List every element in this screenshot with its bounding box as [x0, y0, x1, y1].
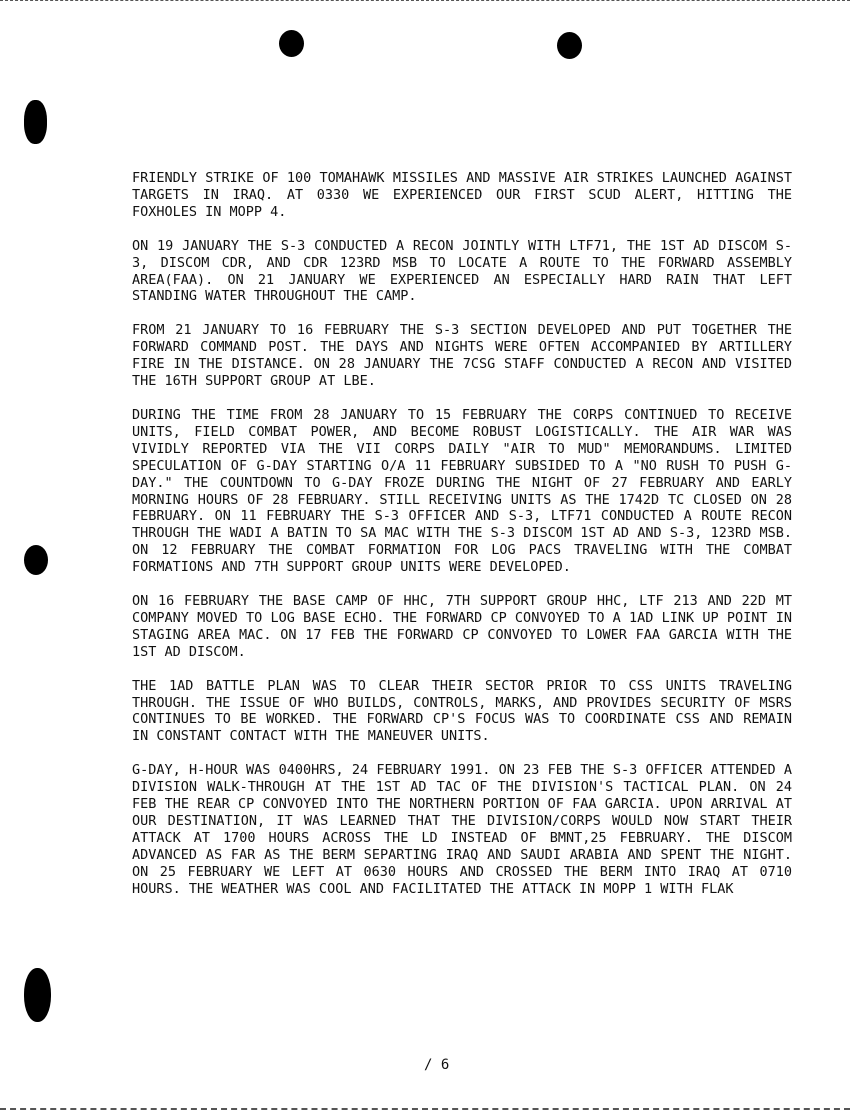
- bottom-page-edge: [0, 1108, 850, 1110]
- page-number: / 6: [424, 1057, 450, 1073]
- punch-hole-top-left: [279, 30, 304, 57]
- punch-hole-left-middle: [24, 545, 48, 575]
- top-page-edge: [0, 0, 850, 7]
- paragraph-7: G-DAY, H-HOUR WAS 0400HRS, 24 FEBRUARY 1991. ON 23 FEB THE S-3 OFFICER ATTENDED A DIVISION WALK-THROUGH AT THE 1ST AD TAC OF THE DIVISION'S TACTICAL PLAN. ON 24 FEB THE REAR CP CONVOYED INTO THE NORTHERN PORTION OF FAA GARCIA. UPON ARRIVAL AT OUR DESTINATION, IT WAS LEARNED THAT THE DIVISION/CORPS WOULD NOW START THEIR ATTACK AT 1700 HOURS ACROSS THE LD INSTEAD OF BMNT,25 FEBRUARY. THE DISCOM ADVANCED AS FAR AS THE BERM SEPARTING IRAQ AND SAUDI ARABIA AND SPENT THE NIGHT. ON 25 FEBRUARY WE LEFT AT 0630 HOURS AND CROSSED THE BERM INTO IRAQ AT 0710 HOURS. THE WEATHER WAS COOL AND FACILITATED THE ATTACK IN MOPP 1 WITH FLAK: [132, 762, 792, 897]
- paragraph-4: DURING THE TIME FROM 28 JANUARY TO 15 FEBRUARY THE CORPS CONTINUED TO RECEIVE UNITS, FIELD COMBAT POWER, AND BECOME ROBUST LOGISTICALLY. THE AIR WAR WAS VIVIDLY REPORTED VIA THE VII CORPS DAILY "AIR TO MUD" MEMORANDUMS. LIMITED SPECULATION OF G-DAY STARTING O/A 11 FEBRUARY SUBSIDED TO A "NO RUSH TO PUSH G-DAY." THE COUNTDOWN TO G-DAY FROZE DURING THE NIGHT OF 27 FEBRUARY AND EARLY MORNING HOURS OF 28 FEBRUARY. STILL RECEIVING UNITS AS THE 1742D TC CLOSED ON 28 FEBRUARY. ON 11 FEBRUARY THE S-3 OFFICER AND S-3, LTF71 CONDUCTED A ROUTE RECON THROUGH THE WADI A BATIN TO SA MAC WITH THE S-3 DISCOM 1ST AD AND S-3, 123RD MSB. ON 12 FEBRUARY THE COMBAT FORMATION FOR LOG PACS TRAVELING WITH THE COMBAT FORMATIONS AND 7TH SUPPORT GROUP UNITS WERE DEVELOPED.: [132, 406, 792, 576]
- paragraph-1: FRIENDLY STRIKE OF 100 TOMAHAWK MISSILES AND MASSIVE AIR STRIKES LAUNCHED AGAINST TARGETS IN IRAQ. AT 0330 WE EXPERIENCED OUR FIRST SCUD ALERT, HITTING THE FOXHOLES IN MOPP 4.: [132, 170, 792, 220]
- paragraph-3: FROM 21 JANUARY TO 16 FEBRUARY THE S-3 SECTION DEVELOPED AND PUT TOGETHER THE FORWARD COMMAND POST. THE DAYS AND NIGHTS WERE OFTEN ACCOMPANIED BY ARTILLERY FIRE IN THE DISTANCE. ON 28 JANUARY THE 7CSG STAFF CONDUCTED A RECON AND VISITED THE 16TH SUPPORT GROUP AT LBE.: [132, 322, 792, 390]
- paragraph-5: ON 16 FEBRUARY THE BASE CAMP OF HHC, 7TH SUPPORT GROUP HHC, LTF 213 AND 22D MT COMPANY MOVED TO LOG BASE ECHO. THE FORWARD CP CONVOYED TO A 1AD LINK UP POINT IN STAGING AREA MAC. ON 17 FEB THE FORWARD CP CONVOYED TO LOWER FAA GARCIA WITH THE 1ST AD DISCOM.: [132, 593, 792, 660]
- punch-hole-left-upper: [24, 100, 47, 144]
- paragraph-6: THE 1AD BATTLE PLAN WAS TO CLEAR THEIR SECTOR PRIOR TO CSS UNITS TRAVELING THROUGH. THE ISSUE OF WHO BUILDS, CONTROLS, MARKS, AND PROVIDES SECURITY OF MSRS CONTINUES TO BE WORKED. THE FORWARD CP'S FOCUS WAS TO COORDINATE CSS AND REMAIN IN CONSTANT CONTACT WITH THE MANEUVER UNITS.: [132, 677, 792, 745]
- document-body: [132, 170, 792, 915]
- punch-hole-top-right: [557, 32, 582, 59]
- punch-hole-left-lower: [24, 968, 51, 1022]
- paragraph-2: ON 19 JANUARY THE S-3 CONDUCTED A RECON JOINTLY WITH LTF71, THE 1ST AD DISCOM S-3, DISCOM CDR, AND CDR 123RD MSB TO LOCATE A ROUTE TO THE FORWARD ASSEMBLY AREA(FAA). ON 21 JANUARY WE EXPERIENCED AN ESPECIALLY HARD RAIN THAT LEFT STANDING WATER THROUGHOUT THE CAMP.: [132, 237, 792, 305]
